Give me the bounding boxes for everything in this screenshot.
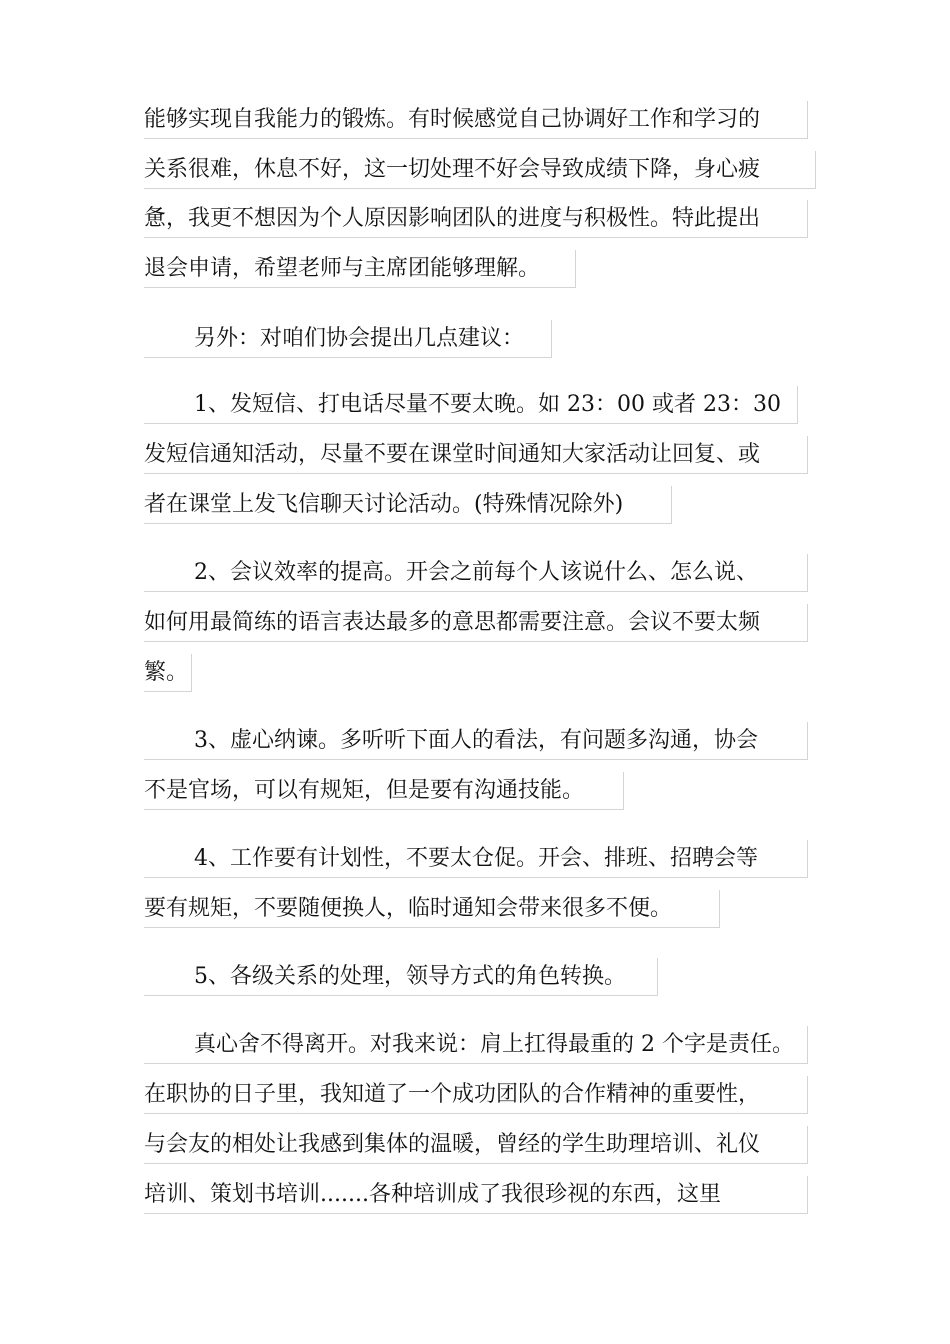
text-line: 退会申请，希望老师与主席团能够理解。 xyxy=(144,250,576,288)
text-line: 要有规矩，不要随便换人，临时通知会带来很多不便。 xyxy=(144,890,720,928)
suggestion-2-line: 2、会议效率的提高。开会之前每个人该说什么、怎么说、 xyxy=(144,554,808,592)
suggestion-3-line: 3、虚心纳谏。多听听下面人的看法，有问题多沟通，协会 xyxy=(144,722,808,760)
text-line: 培训、策划书培训.......各种培训成了我很珍视的东西，这里 xyxy=(144,1176,808,1214)
text-line: 在职协的日子里，我知道了一个成功团队的合作精神的重要性， xyxy=(144,1076,808,1114)
text-line: 繁。 xyxy=(144,654,192,692)
suggestion-4-line: 4、工作要有计划性，不要太仓促。开会、排班、招聘会等 xyxy=(144,840,808,878)
text-line: 关系很难，休息不好，这一切处理不好会导致成绩下降，身心疲 xyxy=(144,151,816,189)
text-line: 惫，我更不想因为个人原因影响团队的进度与积极性。特此提出 xyxy=(144,200,808,238)
text-line: 者在课堂上发飞信聊天讨论活动。(特殊情况除外) xyxy=(144,486,672,524)
text-line: 如何用最简练的语言表达最多的意思都需要注意。会议不要太频 xyxy=(144,604,808,642)
text-line: 不是官场，可以有规矩，但是要有沟通技能。 xyxy=(144,772,624,810)
suggestion-5-line: 5、各级关系的处理，领导方式的角色转换。 xyxy=(144,958,658,996)
text-line: 能够实现自我能力的锻炼。有时候感觉自己协调好工作和学习的 xyxy=(144,101,808,139)
text-line: 真心舍不得离开。对我来说：肩上扛得最重的 2 个字是责任。 xyxy=(144,1026,808,1064)
text-line: 发短信通知活动，尽量不要在课堂时间通知大家活动让回复、或 xyxy=(144,436,808,474)
suggestion-1-line: 1、发短信、打电话尽量不要太晚。如 23：00 或者 23：30 xyxy=(144,386,798,424)
text-line: 与会友的相处让我感到集体的温暖，曾经的学生助理培训、礼仪 xyxy=(144,1126,808,1164)
text-line: 另外：对咱们协会提出几点建议： xyxy=(144,320,552,358)
